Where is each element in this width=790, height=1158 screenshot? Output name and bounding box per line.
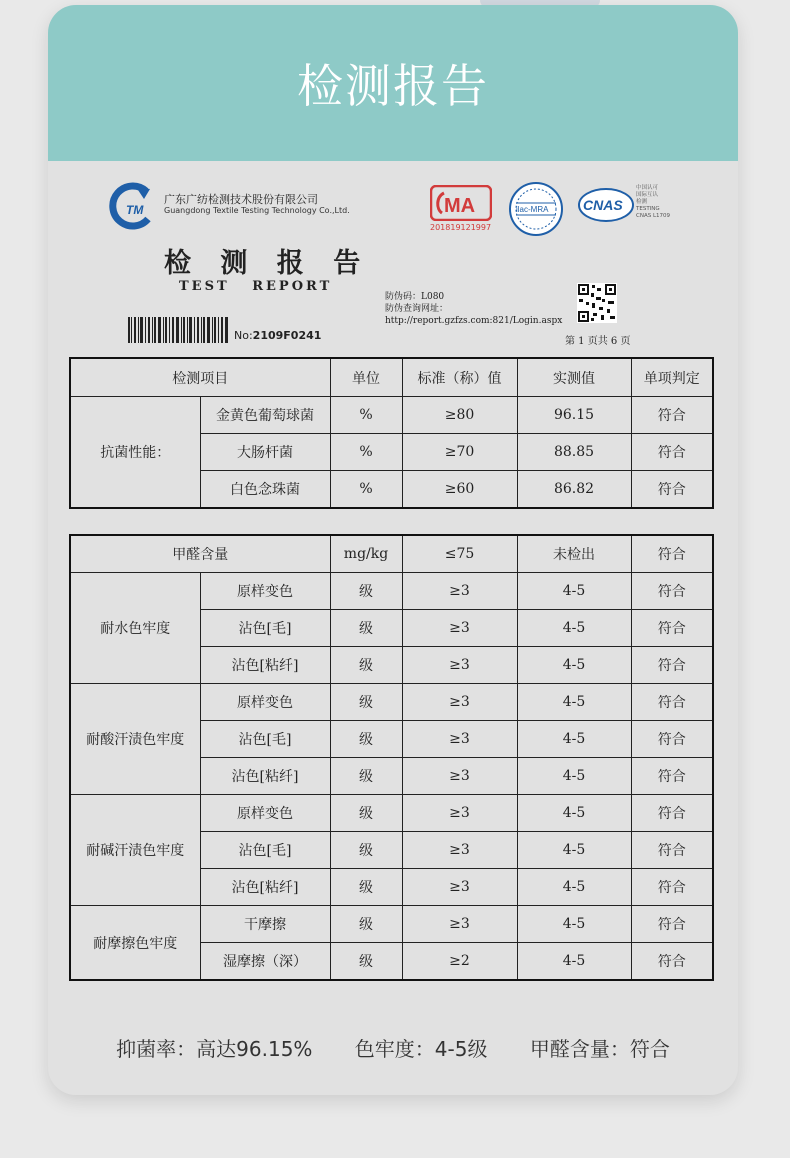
- result-cell: 符合: [631, 434, 713, 471]
- result-cell: 符合: [631, 610, 713, 647]
- table-row: [70, 795, 713, 832]
- measured-cell: 4-5: [517, 721, 631, 758]
- group-label: 抗菌性能：: [70, 397, 200, 509]
- unit-cell: 级: [330, 573, 402, 610]
- cma-number: 201819121997: [430, 223, 492, 232]
- result-cell: 符合: [631, 869, 713, 906]
- unit-cell: %: [330, 397, 402, 434]
- measured-cell: 4-5: [517, 832, 631, 869]
- table-header-row: [70, 358, 713, 397]
- item-cell: 沾色[毛]: [200, 832, 330, 869]
- cnas-text: CNAS: [583, 197, 623, 213]
- unit-cell: 级: [330, 647, 402, 684]
- measured-cell: 4-5: [517, 869, 631, 906]
- company-name-cn: 广东广纺检测技术股份有限公司: [164, 193, 318, 206]
- ilac-mra-mark-icon: [508, 181, 564, 237]
- result-cell: 符合: [631, 397, 713, 434]
- standard-cell: ≥60: [402, 471, 517, 509]
- ilac-text: ilac-MRA: [516, 205, 549, 214]
- report-number-value: 2109F0241: [252, 329, 322, 342]
- item-cell: 干摩擦: [200, 906, 330, 943]
- col-header-standard: 标准（称）值: [402, 358, 517, 397]
- summary-formaldehyde: 甲醛含量：符合: [529, 1037, 670, 1061]
- item-cell: 沾色[粘纤]: [200, 758, 330, 795]
- standard-cell: ≥2: [402, 943, 517, 981]
- anti-query-label: 防伪查询网址：: [385, 304, 449, 314]
- col-header-item: 检测项目: [70, 358, 330, 397]
- standard-cell: ≥3: [402, 721, 517, 758]
- item-cell: 原样变色: [200, 795, 330, 832]
- result-cell: 符合: [631, 721, 713, 758]
- standard-cell: ≥80: [402, 397, 517, 434]
- result-cell: 符合: [631, 573, 713, 610]
- col-header-measured: 实测值: [517, 358, 631, 397]
- item-cell: 沾色[毛]: [200, 721, 330, 758]
- item-cell: 金黄色葡萄球菌: [200, 397, 330, 434]
- group-label: 耐碱汗渍色牢度: [70, 795, 200, 906]
- measured-cell: 未检出: [517, 535, 631, 573]
- standard-cell: ≥3: [402, 869, 517, 906]
- colorfastness-table: [69, 534, 714, 981]
- report-number-label: No:: [234, 329, 253, 342]
- unit-cell: %: [330, 434, 402, 471]
- cnas-mark-icon: [578, 187, 634, 223]
- unit-cell: 级: [330, 832, 402, 869]
- summary-colorfastness: 色牢度：4-5级: [354, 1037, 488, 1061]
- unit-cell: 级: [330, 758, 402, 795]
- item-cell: 白色念珠菌: [200, 471, 330, 509]
- card-title: 检测报告: [297, 59, 489, 113]
- result-cell: 符合: [631, 758, 713, 795]
- measured-cell: 4-5: [517, 758, 631, 795]
- item-cell: 沾色[粘纤]: [200, 647, 330, 684]
- result-cell: 符合: [631, 906, 713, 943]
- standard-cell: ≥3: [402, 647, 517, 684]
- unit-cell: %: [330, 471, 402, 509]
- unit-cell: 级: [330, 943, 402, 981]
- result-cell: 符合: [631, 471, 713, 509]
- measured-cell: 4-5: [517, 573, 631, 610]
- card-header: [48, 5, 738, 161]
- summary-antibacterial: 抑菌率：高达96.15%: [116, 1037, 313, 1061]
- item-cell: 原样变色: [200, 573, 330, 610]
- summary-line: [48, 1033, 738, 1062]
- company-logo-icon: [106, 181, 156, 231]
- item-cell: 甲醛含量: [70, 535, 330, 573]
- unit-cell: mg/kg: [330, 535, 402, 573]
- report-title-en: TEST REPORT: [179, 279, 333, 294]
- anti-url: http://report.gzfzs.com:821/Login.aspx: [385, 316, 563, 326]
- logo-text: TM: [126, 203, 144, 217]
- cma-mark-icon: [430, 185, 492, 221]
- measured-cell: 4-5: [517, 943, 631, 981]
- barcode-icon: [128, 317, 228, 343]
- measured-cell: 96.15: [517, 397, 631, 434]
- table-row: [70, 397, 713, 434]
- group-label: 耐水色牢度: [70, 573, 200, 684]
- measured-cell: 4-5: [517, 610, 631, 647]
- item-cell: 原样变色: [200, 684, 330, 721]
- standard-cell: ≥3: [402, 758, 517, 795]
- standard-cell: ≥3: [402, 906, 517, 943]
- anti-counterfeit-info: [385, 291, 562, 327]
- measured-cell: 4-5: [517, 647, 631, 684]
- ma-text: MA: [444, 195, 476, 217]
- result-cell: 符合: [631, 795, 713, 832]
- report-title-cn: 检 测 报 告: [164, 248, 371, 279]
- standard-cell: ≥3: [402, 610, 517, 647]
- cnas-side-text: 中国认可 国际互认 检测 TESTING CNAS L1709: [636, 185, 671, 219]
- table-row: [70, 573, 713, 610]
- standard-cell: ≥3: [402, 832, 517, 869]
- group-label: 耐酸汗渍色牢度: [70, 684, 200, 795]
- result-cell: 符合: [631, 535, 713, 573]
- unit-cell: 级: [330, 610, 402, 647]
- report-card: [48, 5, 738, 1095]
- qr-code-icon: [577, 283, 617, 323]
- result-cell: 符合: [631, 943, 713, 981]
- unit-cell: 级: [330, 795, 402, 832]
- result-cell: 符合: [631, 832, 713, 869]
- unit-cell: 级: [330, 721, 402, 758]
- antibacterial-table: [69, 357, 714, 509]
- col-header-unit: 单位: [330, 358, 402, 397]
- certification-marks: [430, 181, 680, 241]
- anti-code: 防伪码：L080: [385, 292, 445, 302]
- measured-cell: 86.82: [517, 471, 631, 509]
- result-cell: 符合: [631, 647, 713, 684]
- unit-cell: 级: [330, 906, 402, 943]
- unit-cell: 级: [330, 869, 402, 906]
- table-row: [70, 906, 713, 943]
- item-cell: 大肠杆菌: [200, 434, 330, 471]
- measured-cell: 4-5: [517, 795, 631, 832]
- standard-cell: ≤75: [402, 535, 517, 573]
- page-info: 第 1 页共 6 页: [565, 336, 631, 347]
- report-document: [48, 161, 738, 1095]
- col-header-result: 单项判定: [631, 358, 713, 397]
- standard-cell: ≥70: [402, 434, 517, 471]
- standard-cell: ≥3: [402, 573, 517, 610]
- measured-cell: 88.85: [517, 434, 631, 471]
- measured-cell: 4-5: [517, 684, 631, 721]
- group-label: 耐摩擦色牢度: [70, 906, 200, 981]
- item-cell: 沾色[毛]: [200, 610, 330, 647]
- standard-cell: ≥3: [402, 795, 517, 832]
- item-cell: 湿摩擦（深）: [200, 943, 330, 981]
- company-block: [106, 181, 366, 241]
- table-row-formaldehyde: [70, 535, 713, 573]
- unit-cell: 级: [330, 684, 402, 721]
- measured-cell: 4-5: [517, 906, 631, 943]
- table-row: [70, 684, 713, 721]
- report-number: [234, 329, 321, 342]
- standard-cell: ≥3: [402, 684, 517, 721]
- company-name-en: Guangdong Textile Testing Technology Co.,Ltd.: [164, 206, 350, 215]
- item-cell: 沾色[粘纤]: [200, 869, 330, 906]
- result-cell: 符合: [631, 684, 713, 721]
